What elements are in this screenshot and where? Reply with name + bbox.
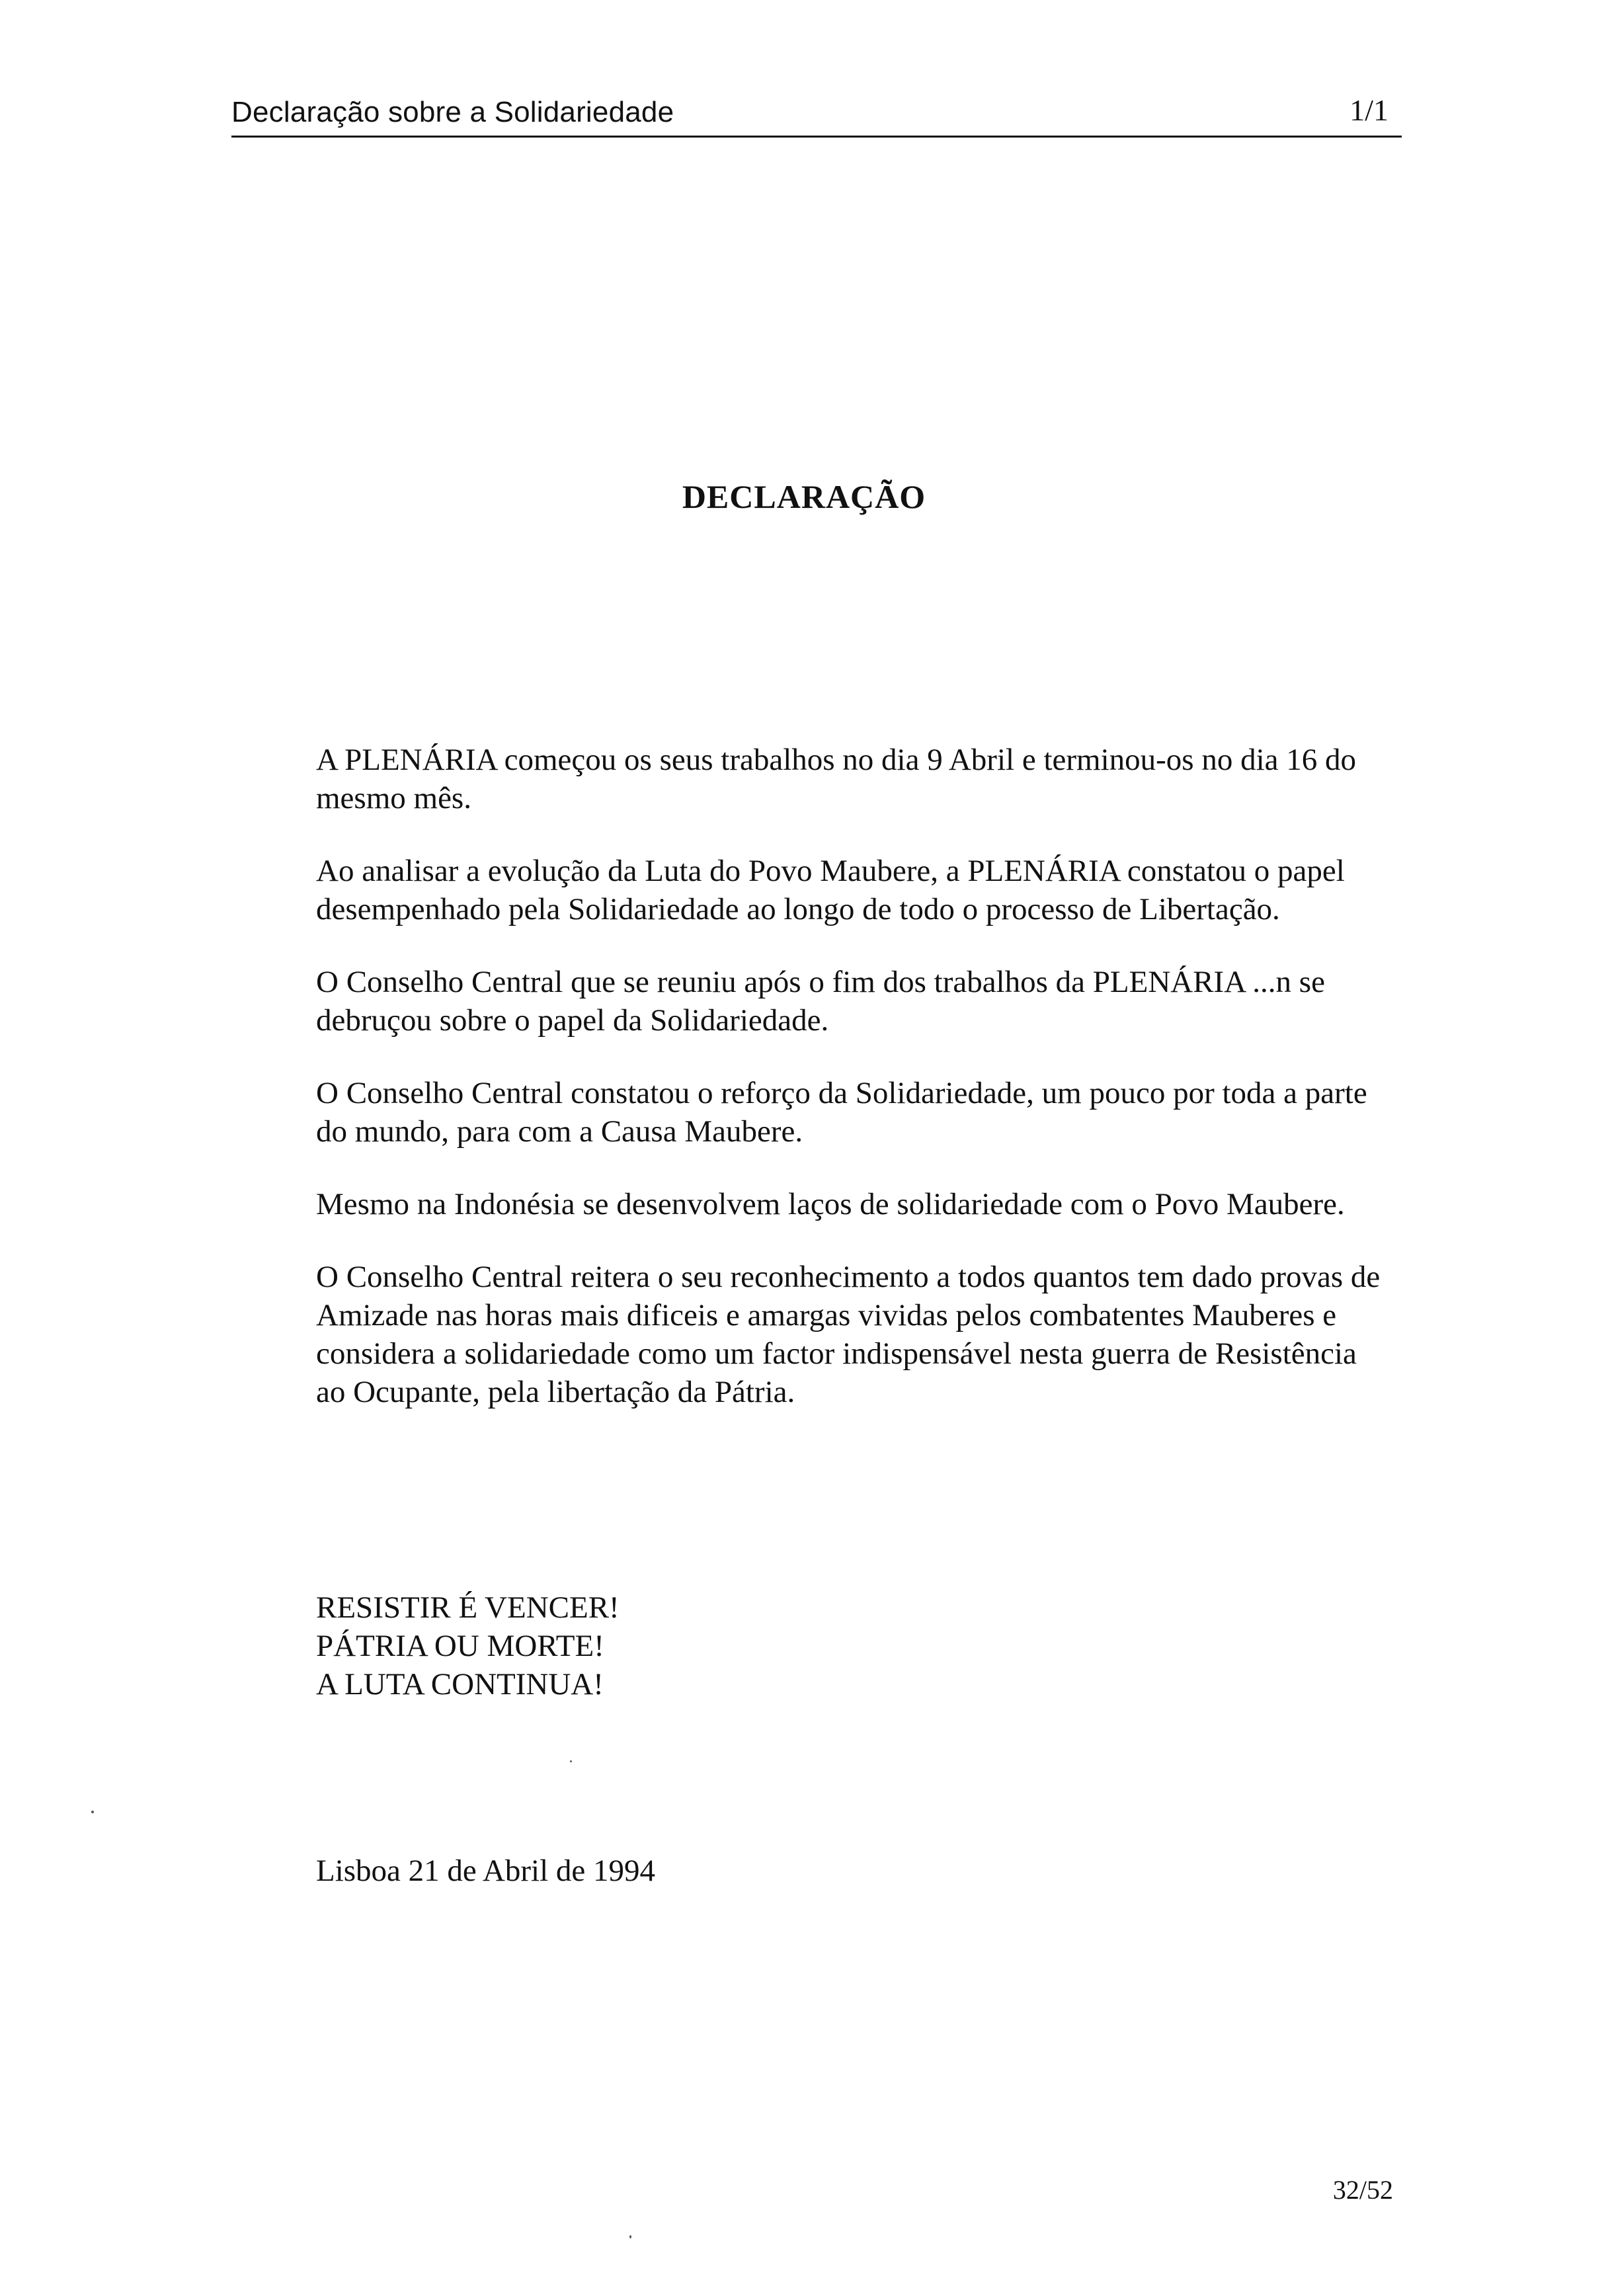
slogan-luta: A LUTA CONTINUA! <box>316 1667 604 1702</box>
running-header <box>231 89 1402 138</box>
paragraph-reconhecimento: O Conselho Central reitera o seu reconhecimento a todos quantos tem dado provas de Amizade nas horas mais dificeis e amargas vividas pelos combatentes Mauberes e considera a solidariedade como um factor indispensável nesta guerra de Resistência ao Ocupante, pela libertação da Pátria. <box>316 1260 1381 1409</box>
document-title: DECLARAÇÃO <box>682 478 926 515</box>
header-page-number: 1/1 <box>1349 93 1388 127</box>
slogan-resistir: RESISTIR É VENCER! <box>316 1590 620 1625</box>
scan-speck <box>629 2235 631 2238</box>
paragraph-solidariedade-reforco: O Conselho Central constatou o reforço da Solidariedade, um pouco por toda a parte do mundo, para com a Causa Maubere. <box>316 1076 1367 1149</box>
paragraph-conselho-reuniu: O Conselho Central que se reuniu após o fim dos trabalhos da PLENÁRIA ...n se debruçou sobre o papel da Solidariedade. <box>316 965 1325 1038</box>
place-and-date: Lisboa 21 de Abril de 1994 <box>316 1854 656 1888</box>
scan-speck <box>91 1811 94 1813</box>
document-body <box>316 741 1387 1446</box>
scan-speck <box>570 1760 572 1762</box>
header-title: Declaração sobre a Solidariedade <box>231 96 674 128</box>
footer-page-counter: 32/52 <box>1332 2175 1393 2205</box>
slogan-patria: PÁTRIA OU MORTE! <box>316 1629 604 1663</box>
paragraph-luta-evolution: Ao analisar a evolução da Luta do Povo Maubere, a PLENÁRIA constatou o papel desempenhado pela Solidariedade ao longo de todo o processo de Libertação. <box>316 854 1345 926</box>
slogans-block <box>316 1588 620 1703</box>
paragraph-plenaria-dates: A PLENÁRIA começou os seus trabalhos no dia 9 Abril e terminou-os no dia 16 do mesmo mês. <box>316 743 1356 815</box>
paragraph-indonesia: Mesmo na Indonésia se desenvolvem laços de solidariedade com o Povo Maubere. <box>316 1187 1345 1221</box>
